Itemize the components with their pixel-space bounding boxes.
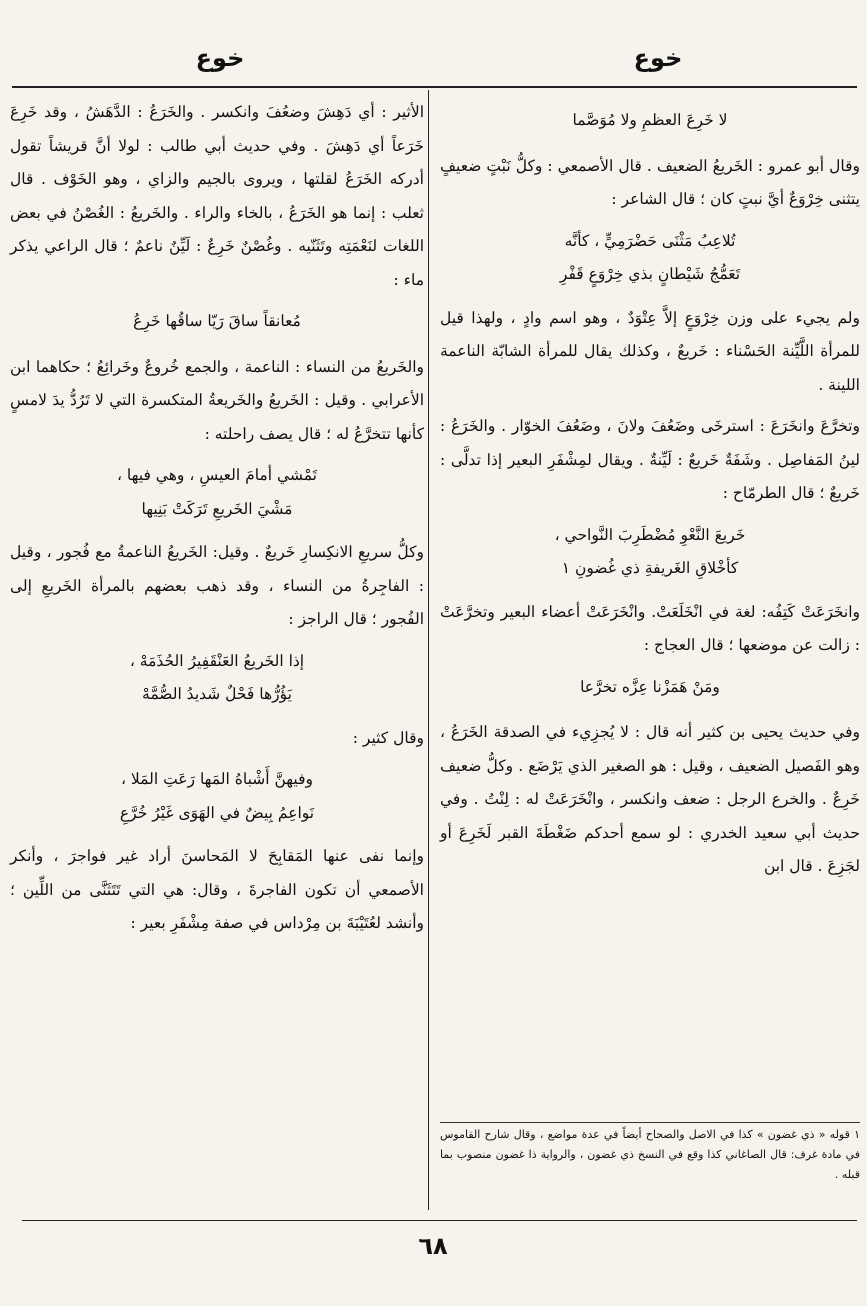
verse-line: خَريعَ النَّعْوِ مُضْطَرِبَ النَّواحي ، xyxy=(554,525,746,544)
paragraph: ولم يجيء على وزن خِرْوَعٍ إلاَّ عِتْوَدٌ ، وهو اسم وادٍ ، ولهذا قيل للمرأة اللَّيِّنة الحَسْناء : خَريعٌ ، وكذلك يقال للمرأة الشابّة الناعمة اللينة . xyxy=(440,308,860,394)
verse-line: مَشْيَ الخَريعِ تَرَكَتْ بَنِيها xyxy=(141,499,293,518)
running-head-right: خوع xyxy=(633,44,683,72)
running-head-left: خوع xyxy=(195,44,245,72)
verse xyxy=(10,459,424,526)
verse: مُعانقاً ساقَ رَيّا ساقُها خَرِعُ xyxy=(133,312,301,330)
verse xyxy=(10,645,424,712)
header-rule xyxy=(12,86,857,88)
verse xyxy=(440,225,860,292)
verse: لا خَرِعَ العظمِ ولا مُوَصَّما xyxy=(572,111,728,129)
page-number: ٦٨ xyxy=(418,1232,448,1260)
verse-line: وفيهنَّ أَشْباهُ المَها رَعَتِ المَلا ، xyxy=(120,770,314,788)
verse xyxy=(10,763,424,830)
paragraph: وكلُّ سريعِ الانكِسارِ خَريعٌ . وقيل: الخَريعُ الناعمةُ مع فُجور ، وقيل : الفاجِرةُ من النساء ، وقد ذهب بعضهم بالمرأة الخَريعِ إلى الفُجور ؛ قال الراجز : xyxy=(10,543,424,628)
right-column xyxy=(440,96,860,892)
paragraph: وقال أبو عمرو : الخَريعُ الضعيف . قال الأصمعي : وكلُّ نَبْتٍ ضعيفٍ يتثنى خِرْوَعٌ أيَّ نبتٍ كان ؛ قال الشاعر : xyxy=(440,156,860,208)
verse-line: نَواعِمُ بِيضٌ في الهَوَى غَيْرُ خُرَّعِ xyxy=(119,803,315,822)
paragraph: الأثير : أي دَهِشَ وضعُفَ وانكسر . والخَرَعُ : الدَّهَشُ ، وقد خَرِعَ خَرَعاً أي دَهِشَ . وفي حديث أبي طالب : لولا أنَّ قريشاً تقول أدركه الخَرَعُ لقلتها ، ويروى بالجيم والزاي ، وهو الخَوْف . قال ثعلب : إنما هو الخَرَعُ ، بالخاء والراء . والخَريعُ : الغُصْنُ في بعض اللغات لنَعْمَتِه وتَثَنّيه . وغُصْنٌ خَرِعٌ : لَيِّنٌ ناعمٌ ؛ قال الراعي يذكر ماء : xyxy=(10,103,424,289)
paragraph: وقال كثير : xyxy=(352,728,424,747)
footnote: ١ قوله « ذي غضون » كذا في الاصل والصحاح أيضاً في عدة مواضع ، وقال شارح القاموس في مادة غرف: قال الصاغاني كذا وقع في النسخ ذي غضون ، والرواية ذا غضون منصوب بما قبله . xyxy=(440,1122,860,1185)
footer-rule xyxy=(22,1220,857,1221)
column-divider xyxy=(428,90,429,1210)
verse xyxy=(440,519,860,586)
verse-line: كأخْلاقِ الغَريفةِ ذي غُضونِ ١ xyxy=(561,559,739,577)
paragraph: وإنما نفى عنها المَقابِحَ لا المَحاسنَ أراد غير فواجرَ ، وأنكر الأصمعي أن تكون الفاجرةَ ، وقال: هي التي تَتَثَنَّى من اللِّين ؛ وأنشد لعُتَيْبَةَ بن مِرْداس في صفة مِشْفَرِ بعير : xyxy=(10,847,424,932)
verse-line: تَعَمُّجُ شَيْطانٍ بذي خِرْوَعٍ قَفْرِ xyxy=(559,265,741,283)
left-column xyxy=(10,96,424,949)
verse-line: إذا الخَريعُ العَنْقَفِيرُ الحُذَمَهْ ، xyxy=(129,651,305,670)
paragraph: وانخَرَعَتْ كَتِفُه: لغة في انْخَلَعَتْ. وانْخَرَعَتْ أعضاء البعير وتخرَّعَتْ : زالت عن موضعها ؛ قال العجاج : xyxy=(440,602,860,654)
verse-line: تَمْشي أمامَ العيسِ ، وهي فيها ، xyxy=(117,466,317,484)
paragraph: وفي حديث يحيى بن كثير أنه قال : لا يُجزِيء في الصدقة الخَرَعُ ، وهو الفَصيل الضعيف ، وقيل : هو الصغير الذي يَرْضَع . وكلُّ ضعيف خَرِعٌ . والخرع الرجل : ضعف وانكسر ، وانْخَرَعَتْ له : لِنْتُ . وفي حديث أبي سعيد الخدري : لو سمع أحدكم ضَغْطَةَ القبر لَخَرِعَ أو لجَزِعَ . قال ابن xyxy=(440,723,860,875)
paragraph: وتخرَّعَ وانخَرَعَ : استرخَى وضَعُفَ ولانَ ، وضَعُفَ الخوّار . والخَرَعُ : لينُ المَفاصِل . وشَفَةٌ خَريعٌ : لَيِّنةٌ . ويقال لمِشْفَرِ البعير إذا تدلَّى : خَريعٌ ؛ قال الطرمّاح : xyxy=(440,417,860,502)
verse-line: تُلاعِبُ مَثْنَى حَضْرَمِيٍّ ، كأنَّه xyxy=(564,231,736,250)
paragraph: والخَريعُ من النساء : الناعمة ، والجمع خُروعٌ وخَرائِعُ ؛ حكاهما ابن الأعرابي . وقيل : الخَريعُ والخَريعةُ المتكسرة التي لا تَرُدُّ يدَ لامسٍ كأنها تتخرَّعُ له ؛ قال يصف راحلته : xyxy=(10,357,424,443)
verse-line: يَؤُرُّها فَحْلٌ شَديدُ الصُّمَّهْ xyxy=(142,685,292,703)
verse: ومَنْ هَمَزْنا عِزَّه تخرَّعا xyxy=(580,677,720,696)
